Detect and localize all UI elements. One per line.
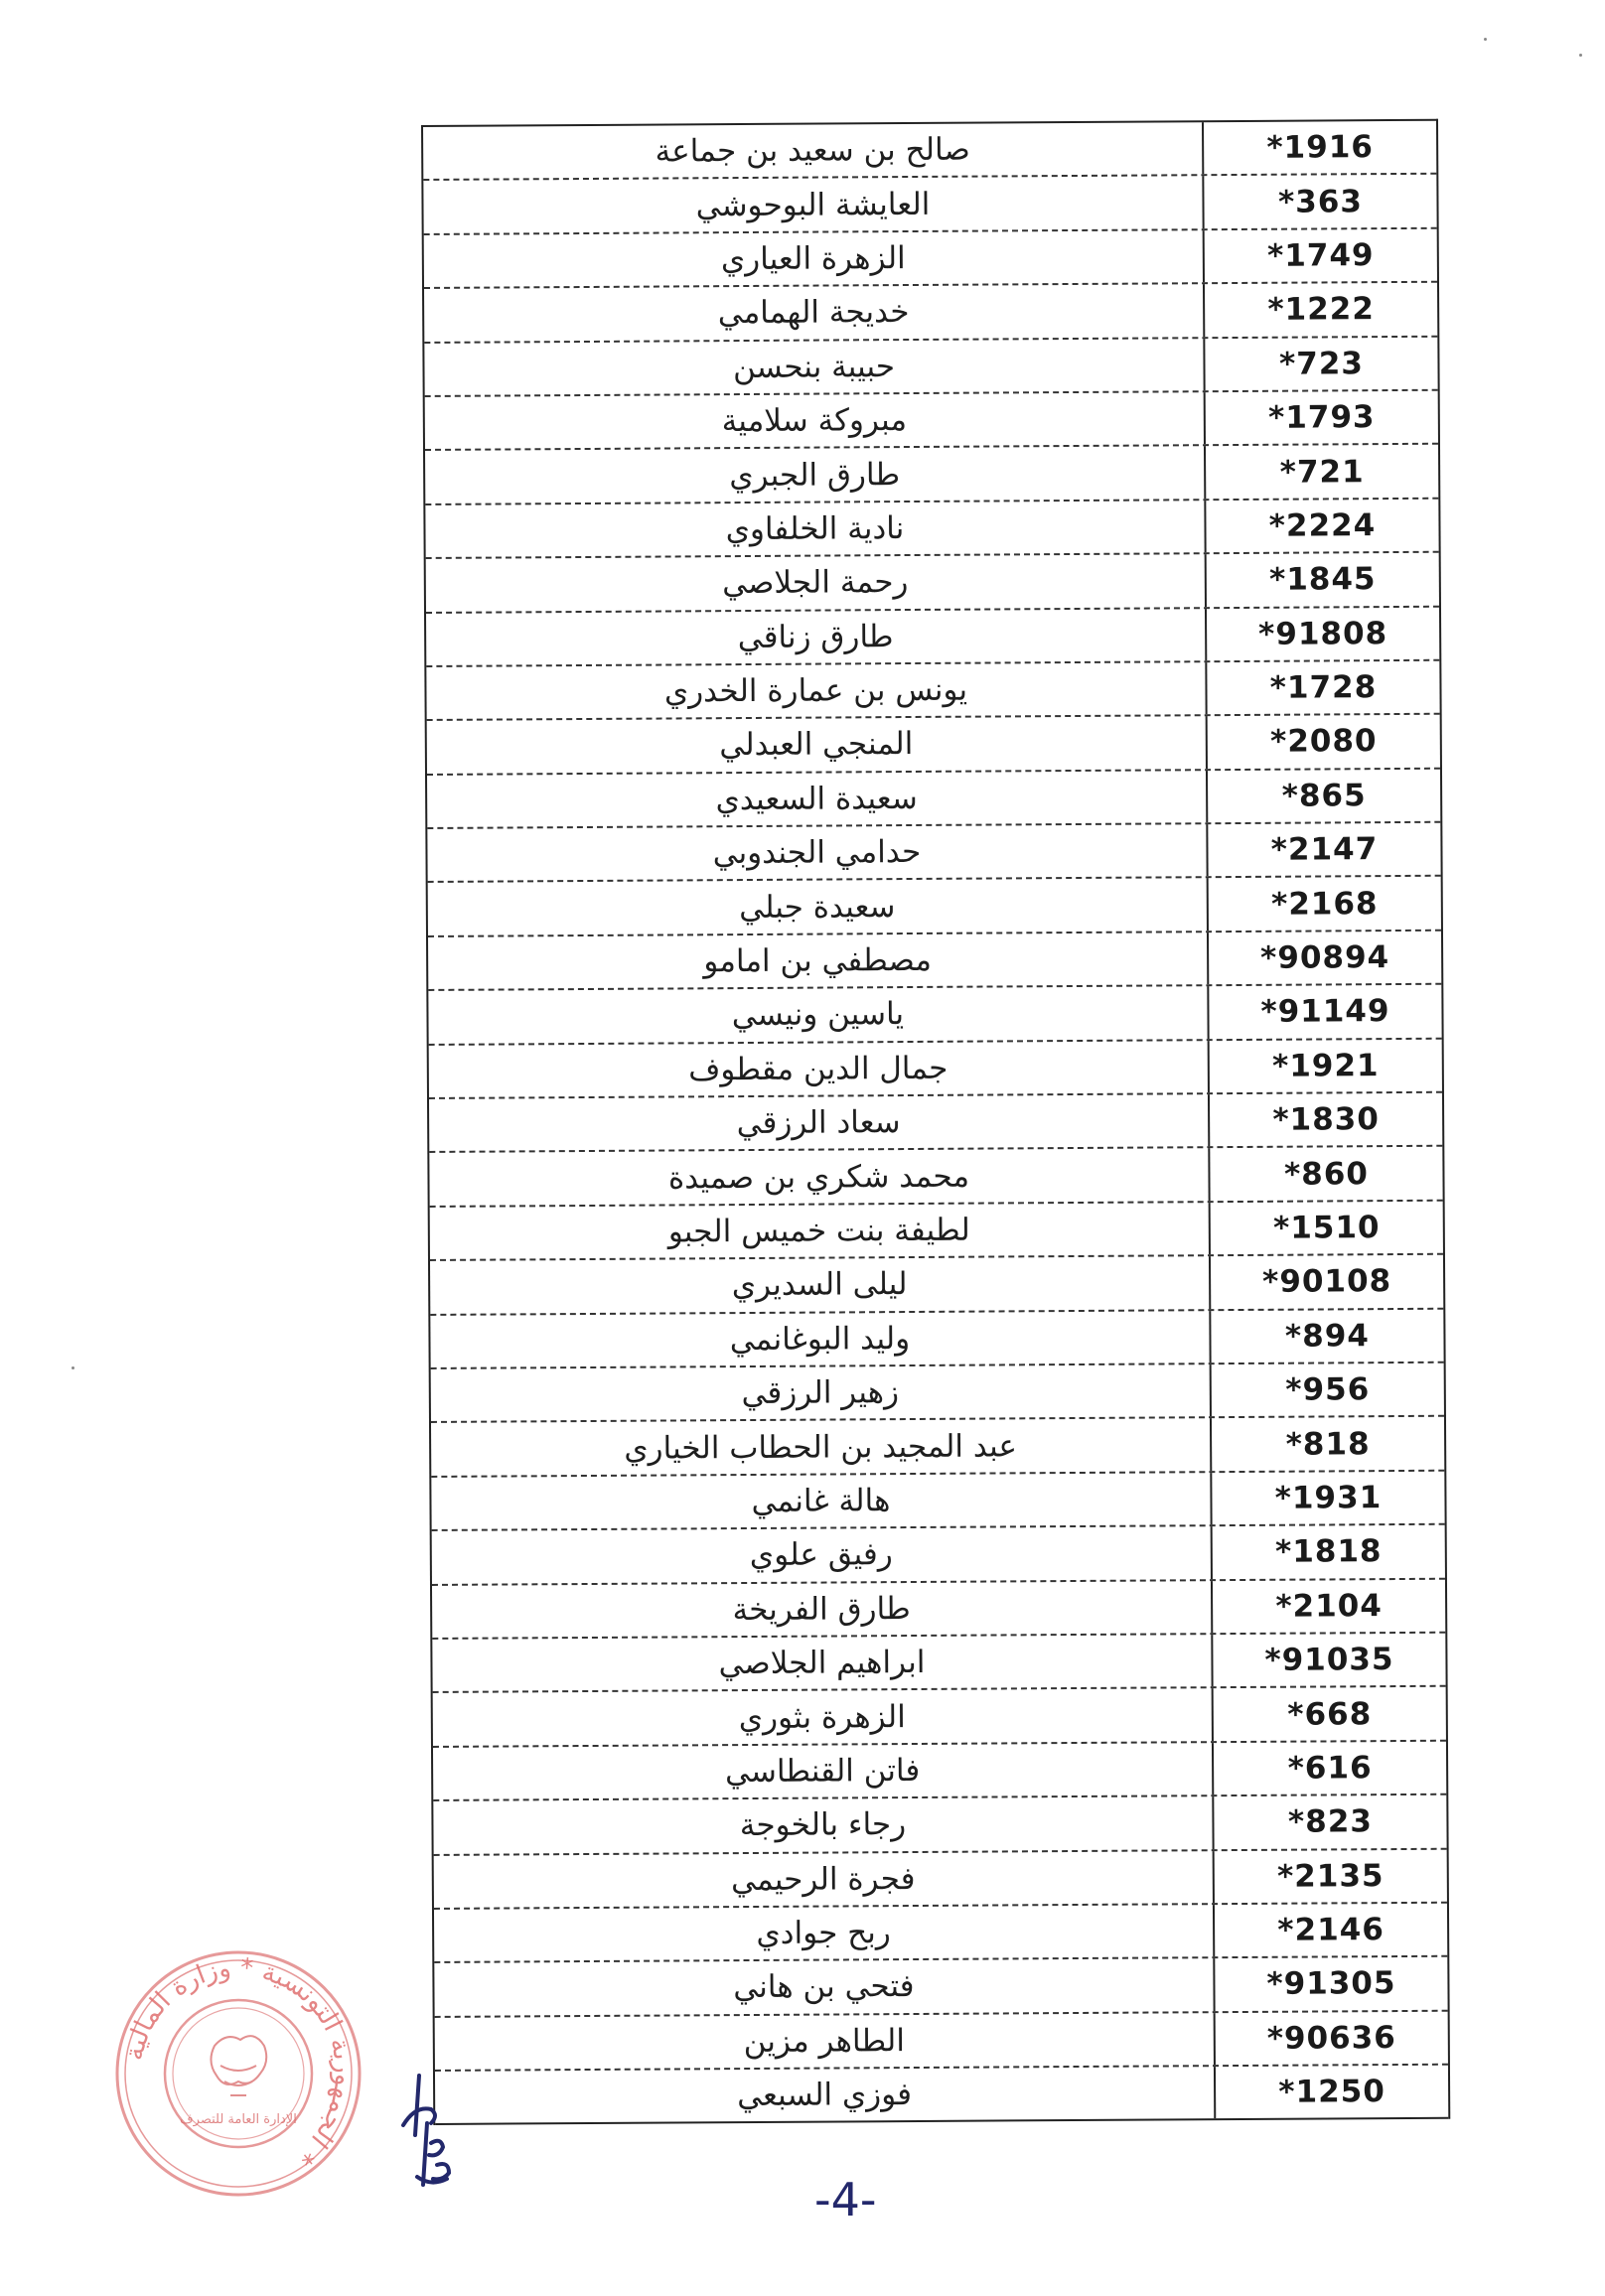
table-row [431, 1417, 1444, 1478]
svg-text:الجمهورية التونسية * وزارة الم: الجمهورية التونسية * وزارة المالية * [118, 1952, 360, 2172]
id-number-cell: *2135 [1276, 1857, 1385, 1895]
table-row [428, 985, 1441, 1046]
table-row [434, 1904, 1447, 1964]
id-number-cell: *1921 [1271, 1047, 1380, 1084]
person-name-cell: العايشة البوحوشي [423, 177, 1204, 233]
table-row [434, 1957, 1447, 2018]
id-number-cell: *1250 [1278, 2074, 1386, 2111]
table-row [429, 1147, 1442, 1208]
handwritten-initials [397, 2066, 477, 2205]
person-name-cell: يونس بن عمارة الخدري [426, 662, 1207, 719]
id-number-cell: *90636 [1266, 2019, 1396, 2057]
id-number-cell: *823 [1287, 1803, 1374, 1840]
id-number-cell: *723 [1278, 345, 1365, 382]
id-number-cell: *91149 [1260, 993, 1390, 1031]
table-row [435, 2066, 1448, 2126]
person-name-cell: نادية الخلفاوي [425, 501, 1206, 557]
scan-speck [1484, 38, 1487, 41]
table-row [425, 391, 1438, 452]
person-name-cell: الطاهر مزين [435, 2013, 1216, 2070]
names-table [421, 119, 1450, 2126]
person-name-cell: رحمة الجلاصي [426, 554, 1207, 611]
table-row [423, 121, 1436, 182]
table-row [430, 1202, 1443, 1262]
table-row [432, 1634, 1445, 1694]
id-number-cell: *1916 [1266, 129, 1375, 166]
id-number-cell: *1931 [1274, 1480, 1383, 1516]
id-number-cell: *2080 [1269, 723, 1378, 761]
id-number-cell: *1830 [1272, 1101, 1380, 1138]
table-row [424, 283, 1437, 344]
id-number-cell: *818 [1285, 1425, 1371, 1463]
id-number-cell: *90108 [1261, 1263, 1392, 1301]
person-name-cell: سعيدة جبلي [428, 879, 1209, 935]
person-name-cell: لطيفة بنت خميس الجبو [430, 1203, 1211, 1259]
person-name-cell: ليلى السديري [430, 1256, 1211, 1313]
table-row [431, 1471, 1444, 1531]
table-row [425, 499, 1438, 559]
id-number-cell: *90894 [1259, 939, 1390, 976]
id-number-cell: *1845 [1268, 561, 1377, 599]
id-number-cell: *956 [1285, 1371, 1371, 1408]
id-number-cell: *91035 [1264, 1642, 1394, 1678]
id-number-cell: *2104 [1275, 1587, 1383, 1625]
id-number-cell: *894 [1284, 1317, 1371, 1355]
table-row [426, 661, 1439, 722]
id-number-cell: *1728 [1269, 669, 1378, 706]
person-name-cell: ربح جوادي [434, 1905, 1215, 1961]
person-name-cell: صالح بن سعيد بن جماعة [423, 122, 1204, 179]
id-number-cell: *865 [1281, 778, 1367, 814]
person-name-cell: هالة غانمي [431, 1473, 1212, 1529]
table-row [427, 823, 1440, 884]
id-number-cell: *2224 [1268, 507, 1377, 544]
page-number: -4- [814, 2173, 877, 2226]
table-row [425, 445, 1438, 505]
person-name-cell: جمال الدين مقطوف [429, 1041, 1210, 1097]
table-row [433, 1741, 1446, 1801]
person-name-cell: رفيق علوي [432, 1526, 1213, 1583]
id-number-cell: *2146 [1277, 1912, 1385, 1948]
person-name-cell: محمد شكري بن صميدة [429, 1149, 1210, 1206]
svg-text:الإدارة العامة للتصرف: الإدارة العامة للتصرف [180, 2112, 297, 2127]
person-name-cell: زهير الرزقي [431, 1364, 1212, 1421]
person-name-cell: فتحي بن هاني [434, 1958, 1215, 2015]
person-name-cell: حبيبة بنحسن [424, 339, 1205, 395]
official-seal-stamp [111, 1946, 365, 2201]
person-name-cell: ياسين ونيسي [428, 986, 1209, 1043]
table-row [429, 1039, 1442, 1099]
table-row [427, 769, 1440, 829]
id-number-cell: *1818 [1274, 1533, 1383, 1571]
table-row [435, 2011, 1448, 2072]
id-number-cell: *860 [1283, 1155, 1370, 1193]
table-row [426, 553, 1439, 614]
person-name-cell: وليد البوغانمي [430, 1311, 1211, 1367]
person-name-cell: الزهرة بثوري [433, 1688, 1214, 1745]
person-name-cell: طارق الفريخة [432, 1581, 1213, 1638]
person-name-cell: ابراهيم الجلاصي [432, 1635, 1213, 1691]
table-row [430, 1309, 1443, 1369]
table-row [433, 1687, 1446, 1748]
table-row [432, 1525, 1445, 1586]
person-name-cell: مبروكة سلامية [425, 392, 1206, 449]
person-name-cell: فاتن القنطاسي [433, 1743, 1214, 1799]
id-number-cell: *363 [1277, 183, 1364, 220]
table-row [429, 1093, 1442, 1154]
id-number-cell: *2147 [1270, 831, 1379, 869]
id-number-cell: *2168 [1270, 885, 1379, 923]
person-name-cell: طارق زناقي [426, 609, 1207, 665]
table-row [424, 229, 1437, 290]
id-number-cell: *616 [1287, 1750, 1373, 1787]
person-name-cell: سعاد الرزقي [429, 1094, 1210, 1151]
table-row [432, 1579, 1445, 1640]
id-number-cell: *91305 [1266, 1965, 1396, 2003]
id-number-cell: *1749 [1266, 237, 1375, 274]
person-name-cell: سعيدة السعيدي [427, 771, 1208, 827]
table-row [423, 175, 1436, 235]
person-name-cell: عبد المجيد بن الحطاب الخياري [431, 1419, 1212, 1476]
person-name-cell: طارق الجبري [425, 447, 1206, 503]
person-name-cell: المنجي العبدلي [427, 716, 1208, 773]
person-name-cell: فجرة الرحيمي [434, 1851, 1215, 1908]
person-name-cell: فوزي السبعي [435, 2067, 1216, 2123]
person-name-cell: خديجة الهمامي [424, 284, 1205, 341]
table-row [426, 607, 1439, 667]
scan-speck [72, 1366, 74, 1369]
table-row [430, 1255, 1443, 1316]
table-row [433, 1795, 1446, 1856]
person-name-cell: مصطفي بن امامو [428, 933, 1209, 989]
table-row [424, 337, 1437, 397]
table-row [427, 715, 1440, 776]
table-row [428, 877, 1441, 937]
person-name-cell: حدامي الجندوبي [427, 824, 1208, 881]
id-number-cell: *1510 [1272, 1210, 1381, 1246]
table-row [428, 932, 1441, 992]
person-name-cell: الزهرة العياري [424, 230, 1205, 287]
person-name-cell: رجاء بالخوجة [433, 1796, 1214, 1853]
table-row [434, 1849, 1447, 1910]
table-row [431, 1363, 1444, 1424]
id-number-cell: *1793 [1267, 399, 1376, 436]
id-number-cell: *1222 [1267, 291, 1376, 329]
id-number-cell: *91808 [1258, 615, 1388, 652]
id-number-cell: *721 [1279, 453, 1365, 491]
id-number-cell: *668 [1287, 1695, 1373, 1733]
scan-speck [1579, 54, 1582, 57]
